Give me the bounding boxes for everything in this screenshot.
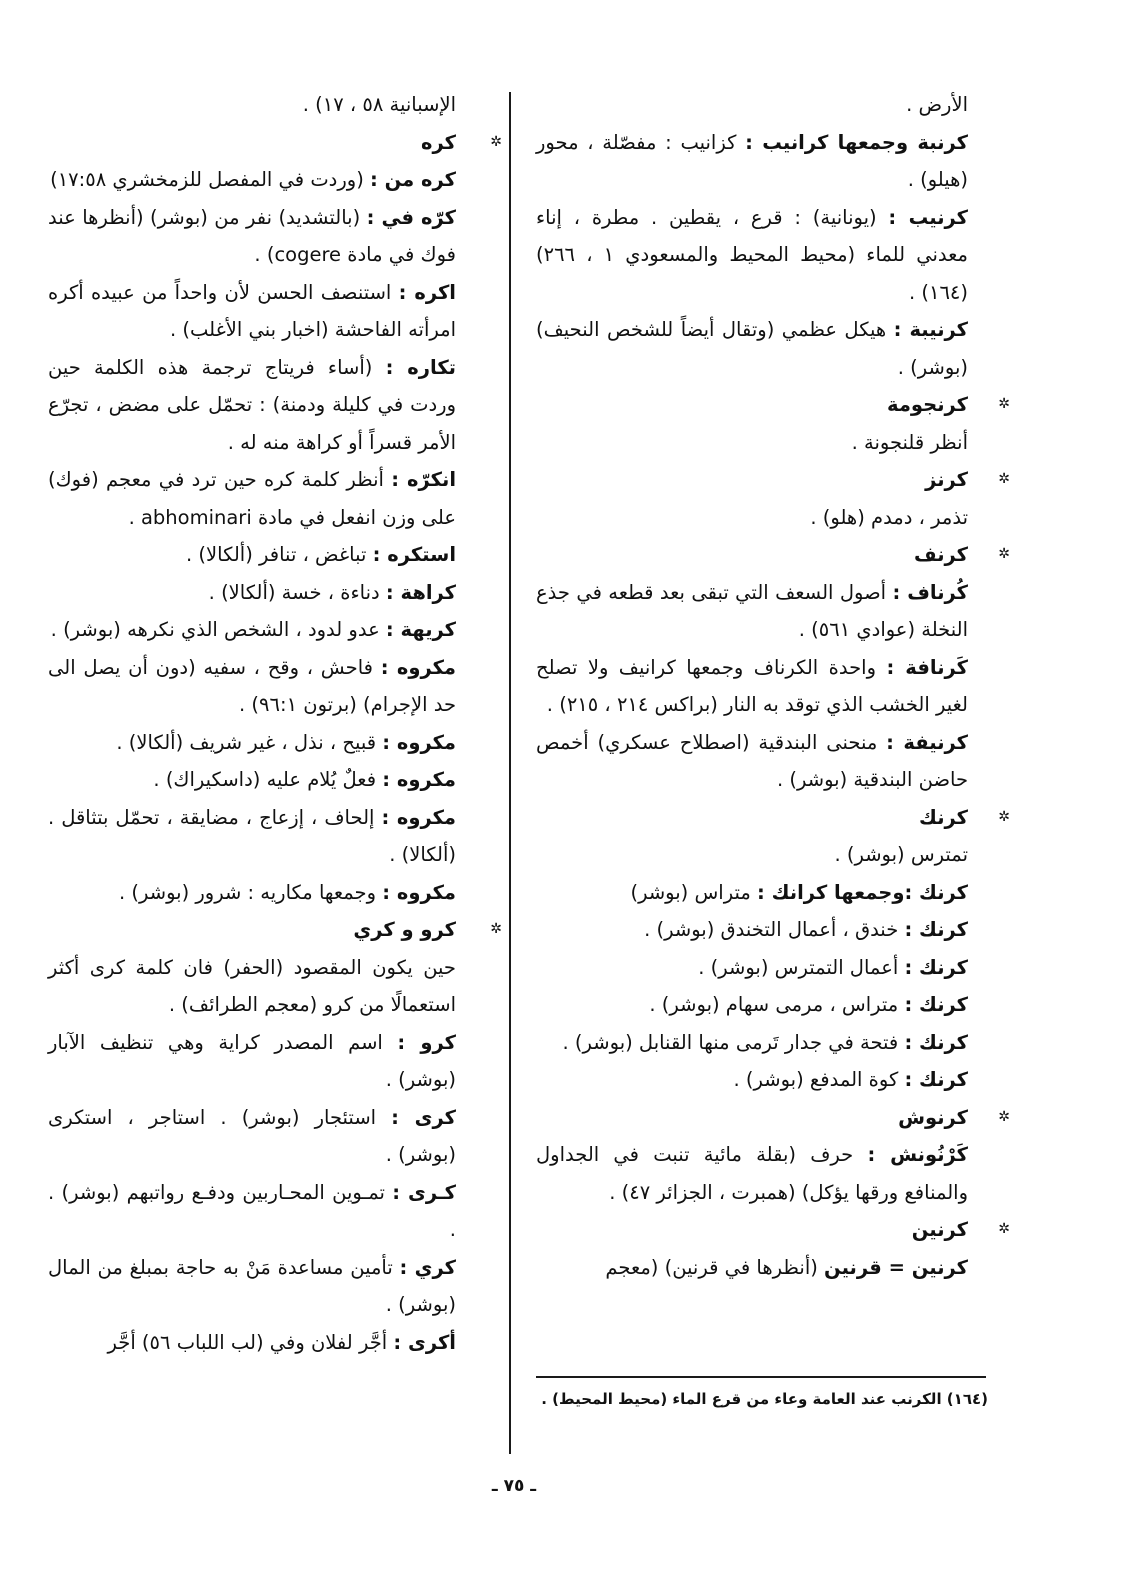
entry-lemma: كريهة : [385, 618, 456, 641]
heading-text: كرنجومة [887, 393, 968, 416]
bullet-icon: ✲ [998, 808, 1010, 825]
entry-definition: فتحة في جدار تَرمى منها القنابل (بوشر) . [562, 1030, 905, 1054]
column-divider [509, 92, 511, 1454]
entry-paragraph [48, 199, 456, 274]
entry-paragraph [536, 199, 968, 312]
entry-definition: تباغض ، تنافر (ألكالا) . [186, 543, 373, 566]
entry-definition: عدو لدود ، الشخص الذي نكرهه (بوشر) . [50, 618, 386, 641]
entry-definition: دناءة ، خسة (ألكالا) . [208, 580, 386, 604]
entry-paragraph [536, 911, 968, 949]
entry-definition: استئجار (بوشر) . استاجر ، استكرى (بوشر) . [48, 1105, 456, 1166]
entry-paragraph [48, 1099, 456, 1174]
entry-heading [48, 911, 502, 949]
entry-lemma: أكرى : [393, 1330, 456, 1354]
entry-heading [536, 1099, 1010, 1137]
bullet-icon: ✲ [998, 471, 1010, 487]
entry-definition: أصول السعف التي تبقى بعد قطعه في جذع النخلة (عوادي ٥٦١) . [536, 580, 968, 641]
left-column [48, 86, 502, 1361]
bullet-icon: ✲ [490, 133, 502, 150]
entry-definition: (أساء فريتاج ترجمة هذه الكلمة حين وردت في كليلة ودمنة) : تحمّل على مضض ، تجرّع الأمر قسراً أو كراهة منه له . [48, 355, 456, 454]
entry-lemma: كره من : [370, 168, 456, 191]
entry-lemma: كرنبة وجمعها كرانيب : [745, 130, 968, 154]
entry-paragraph [536, 724, 968, 799]
entry-paragraph [48, 761, 456, 799]
entry-lemma: اكره : [398, 280, 456, 304]
entry-paragraph [536, 574, 968, 649]
footnote: (١٦٤) الكرنب عند العامة وعاء من قرع الماء (محيط المحيط) . [541, 1390, 988, 1408]
entry-lemma: كرنك : [904, 1030, 968, 1054]
heading-text: كرنز [925, 468, 968, 491]
entry-paragraph [536, 986, 968, 1024]
entry-paragraph [536, 124, 968, 199]
heading-text: كره [421, 130, 456, 154]
entry-paragraph [536, 874, 968, 912]
entry-paragraph [536, 1136, 968, 1211]
entry-definition: الإسبانية ٥٨ ، ١٧) . [302, 93, 456, 116]
entry-paragraph [48, 949, 456, 1024]
entry-paragraph [48, 1174, 456, 1249]
entry-definition: (أنظرها في قرنين) (معجم [605, 1255, 825, 1279]
entry-paragraph [48, 86, 456, 124]
entry-lemma: استكره : [372, 543, 456, 566]
entry-paragraph [48, 274, 456, 349]
entry-paragraph [536, 949, 968, 987]
entry-lemma: كرى : [391, 1105, 456, 1129]
entry-lemma: كرنيب : [888, 205, 968, 229]
entry-paragraph [48, 1024, 456, 1099]
entry-definition: وجمعها مكاريه : شرور (بوشر) . [118, 880, 383, 904]
entry-paragraph [48, 574, 456, 612]
entry-heading [536, 386, 1010, 424]
entry-lemma: كرنيبة : [893, 318, 969, 341]
heading-text: كرنف [913, 543, 968, 566]
entry-lemma: مكروه : [380, 655, 456, 679]
heading-text: كرنين [911, 1218, 968, 1241]
entry-definition: الأرض . [906, 93, 968, 116]
entry-heading [536, 461, 1010, 499]
entry-paragraph [48, 161, 456, 199]
entry-lemma: مكروه : [381, 805, 456, 829]
entry-paragraph [536, 499, 968, 537]
entry-definition: أنظر كلمة كره حين ترد في معجم (فوك) على وزن انفعل في مادة abhominari . [48, 468, 456, 529]
entry-paragraph [48, 349, 456, 462]
entry-lemma: كَرنافة : [886, 655, 968, 679]
entry-paragraph [48, 799, 456, 874]
entry-heading [536, 1211, 1010, 1249]
entry-heading [48, 124, 502, 162]
entry-lemma: تكاره : [385, 355, 456, 379]
entry-paragraph [536, 424, 968, 462]
entry-heading [536, 536, 1010, 574]
entry-lemma: كرنك : [904, 955, 968, 979]
entry-definition: أعمال التمترس (بوشر) . [698, 955, 905, 979]
entry-lemma: كرنك : [904, 918, 968, 941]
entry-paragraph [48, 536, 456, 574]
entry-lemma: كرنك : [904, 993, 968, 1016]
entry-paragraph [48, 724, 456, 762]
heading-text: كرنوش [898, 1105, 968, 1129]
entry-definition: (وردت في المفصل للزمخشري ١٧:٥٨) [50, 168, 371, 191]
entry-lemma: كرّه في : [366, 205, 456, 229]
entry-definition: حين يكون المقصود (الحفر) فان كلمة كرى أكثر استعمالًا من كرو (معجم الطرائف) . [48, 955, 456, 1016]
entry-lemma: كـرى : [392, 1180, 456, 1204]
entry-definition: متراس ، مرمى سهام (بوشر) . [649, 993, 905, 1016]
right-column [536, 86, 1010, 1286]
entry-lemma: مكروه : [382, 880, 456, 904]
entry-definition: واحدة الكرناف وجمعها كرانيف ولا تصلح لغير الخشب الذي توقد به النار (براكس ٢١٤ ، ٢١٥) . [536, 655, 968, 716]
bullet-icon: ✲ [998, 396, 1010, 412]
entry-lemma: كرنك :وجمعها كرانك : [757, 880, 968, 904]
entry-definition: تذمر ، دمدم (هلو) . [810, 505, 968, 529]
entry-paragraph [536, 1249, 968, 1287]
entry-lemma: مكروه : [382, 730, 456, 754]
bullet-icon: ✲ [998, 1221, 1010, 1237]
entry-definition: استنصف الحسن لأن واحداً من عبيده أكره امرأته الفاحشة (اخبار بني الأغلب) . [48, 280, 456, 341]
bullet-icon: ✲ [490, 921, 502, 937]
entry-definition: إلحاف ، إزعاج ، مضايقة ، تحمّل بتثاقل . (ألكالا) . [48, 805, 456, 866]
entry-paragraph [536, 1024, 968, 1062]
entry-definition: منحنى البندقية (اصطلاح عسكري) أخمص حاضن البندقية (بوشر) . [536, 730, 968, 791]
entry-definition: (بالتشديد) نفر من (بوشر) (أنظرها عند فوك في مادة cogere) . [48, 205, 456, 266]
entry-definition: تمـوين المحـاربين ودفـع رواتبهم (بوشر) . . [48, 1180, 456, 1241]
entry-lemma: انكرّه : [391, 468, 457, 491]
entry-lemma: كرنين = قرنين [824, 1255, 968, 1279]
entry-definition: كزانيب : مفصّلة ، محور (هيلو) . [536, 130, 968, 191]
heading-text: كرنك [919, 805, 968, 829]
entry-paragraph [536, 649, 968, 724]
entry-paragraph [48, 874, 456, 912]
entry-lemma: كُرناف : [892, 580, 969, 604]
entry-paragraph [536, 1061, 968, 1099]
entry-definition: اسم المصدر كراية وهي تنظيف الآبار (بوشر) . [48, 1030, 456, 1091]
bullet-icon: ✲ [998, 1108, 1010, 1125]
footnote-rule [536, 1376, 986, 1378]
entry-heading [536, 799, 1010, 837]
entry-paragraph [48, 1324, 456, 1362]
entry-lemma: كرو : [397, 1030, 456, 1054]
entry-definition: خندق ، أعمال التخندق (بوشر) . [644, 918, 905, 941]
entry-definition: تمترس (بوشر) . [834, 843, 968, 866]
page-number: ـ ٧٥ ـ [491, 1476, 537, 1496]
entry-lemma: مكروه : [382, 768, 456, 791]
bullet-icon: ✲ [998, 546, 1010, 562]
entry-definition: فاحش ، وقح ، سفيه (دون أن يصل الى حد الإجرام) (برتون ٩٦:١) . [48, 655, 456, 716]
entry-lemma: كراهة : [385, 580, 456, 604]
entry-definition: تأمين مساعدة مَنْ به حاجة بمبلغ من المال (بوشر) . [48, 1255, 456, 1316]
entry-definition: متراس (بوشر) [630, 880, 757, 904]
entry-definition: حرف (بقلة مائية تنبت في الجداول والمنافع ورقها يؤكل) (همبرت ، الجزائر ٤٧) . [536, 1143, 968, 1204]
entry-definition: هيكل عظمي (وتقال أيضاً للشخص النحيف) (بوشر) . [536, 318, 968, 379]
entry-definition: (يونانية) : قرع ، يقطين . مطرة ، إناء معدني للماء (محيط المحيط والمسعودي ١ ، ٢٦٦)(١٦٤) . [536, 205, 969, 304]
entry-definition: كوة المدفع (بوشر) . [733, 1068, 905, 1091]
entry-paragraph [48, 611, 456, 649]
entry-paragraph [48, 649, 456, 724]
heading-text: كرو و كري [353, 918, 456, 941]
entry-lemma: كرنيفة : [886, 730, 968, 754]
entry-paragraph [48, 461, 456, 536]
entry-definition: قبيح ، نذل ، غير شريف (ألكالا) . [116, 730, 383, 754]
entry-paragraph [536, 311, 968, 386]
entry-lemma: كَرْنُونش : [867, 1143, 968, 1166]
entry-definition: أنظر قلنجونة . [851, 430, 968, 454]
entry-paragraph [536, 836, 968, 874]
entry-paragraph [48, 1249, 456, 1324]
entry-lemma: كري : [399, 1255, 456, 1279]
entry-definition: فعلٌ يُلام عليه (داسكيراك) . [153, 768, 383, 791]
entry-paragraph [536, 86, 968, 124]
entry-definition: أجَّر لفلان وفي (لب اللباب ٥٦) أجَّر [107, 1330, 394, 1354]
entry-lemma: كرنك : [904, 1068, 968, 1091]
